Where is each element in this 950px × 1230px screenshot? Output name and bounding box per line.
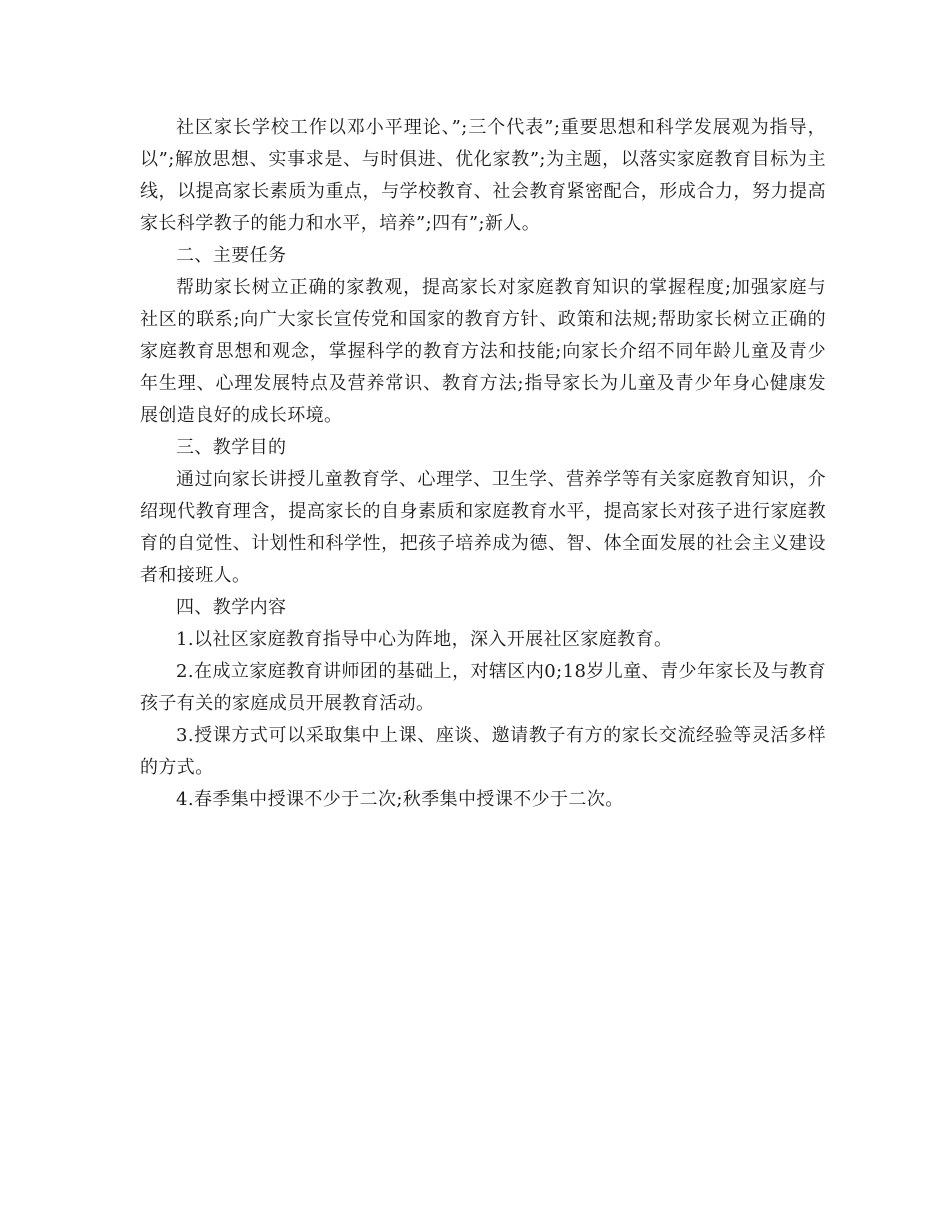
document-body xyxy=(140,112,826,816)
intro-paragraph: 社区家长学校工作以邓小平理论、”;三个代表”;重要思想和科学发展观为指导，以”;解放思想、实事求是、与时俱进、优化家教”;为主题，以落实家庭教育目标为主线，以提高家长素质为重点，与学校教育、社会教育紧密配合，形成合力，努力提高家长科学教子的能力和水平，培养”;四有”;新人。 xyxy=(140,117,826,234)
teaching-content-item-3: 3.授课方式可以采取集中上课、座谈、邀请教子有方的家长交流经验等灵活多样的方式。 xyxy=(140,725,826,778)
teaching-goals-paragraph: 通过向家长讲授儿童教育学、心理学、卫生学、营养学等有关家庭教育知识，介绍现代教育理含，提高家长的自身素质和家庭教育水平，提高家长对孩子进行家庭教育的自觉性、计划性和科学性，把孩子培养成为德、智、体全面发展的社会主义建设者和接班人。 xyxy=(140,469,826,586)
section-heading-teaching-goals: 三、教学目的 xyxy=(176,437,287,458)
teaching-content-item-2: 2.在成立家庭教育讲师团的基础上，对辖区内0;18岁儿童、青少年家长及与教育孩子有关的家庭成员开展教育活动。 xyxy=(140,661,826,714)
section-heading-main-tasks: 二、主要任务 xyxy=(176,245,287,266)
section-heading-teaching-content: 四、教学内容 xyxy=(176,597,287,618)
main-tasks-paragraph: 帮助家长树立正确的家教观，提高家长对家庭教育知识的掌握程度;加强家庭与社区的联系;向广大家长宣传党和国家的教育方针、政策和法规;帮助家长树立正确的家庭教育思想和观念，掌握科学的教育方法和技能;向家长介绍不同年龄儿童及青少年生理、心理发展特点及营养常识、教育方法;指导家长为儿童及青少年身心健康发展创造良好的成长环境。 xyxy=(140,277,826,426)
teaching-content-item-1: 1.以社区家庭教育指导中心为阵地，深入开展社区家庭教育。 xyxy=(176,629,673,650)
teaching-content-item-4: 4.春季集中授课不少于二次;秋季集中授课不少于二次。 xyxy=(176,789,624,810)
